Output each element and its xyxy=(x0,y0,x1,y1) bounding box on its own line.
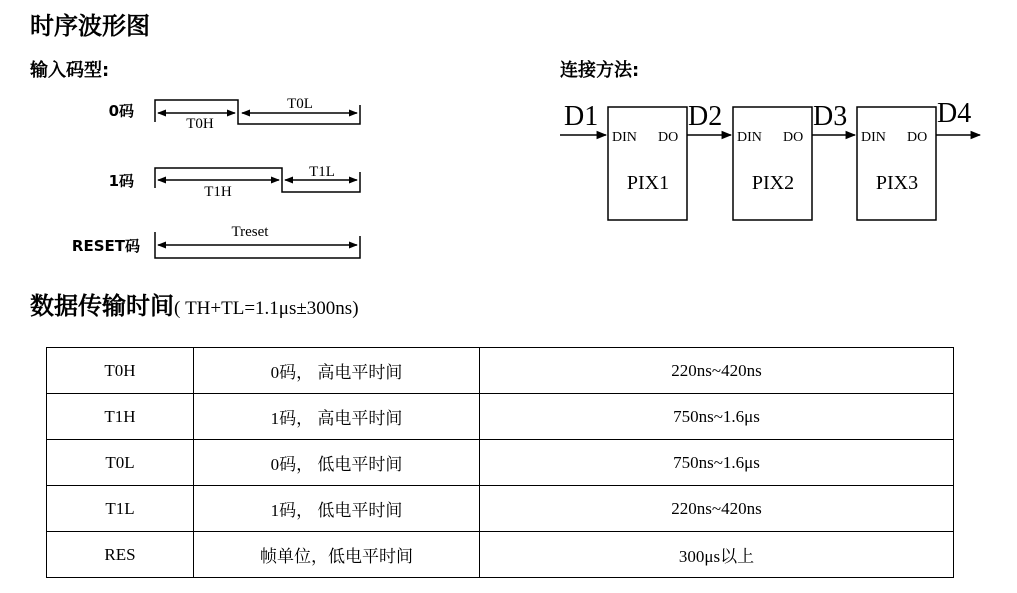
param-cell: T0L xyxy=(47,440,194,486)
treset-label: Treset xyxy=(231,224,269,240)
code-reset-label: RESET码 xyxy=(71,237,140,255)
t1l-label: T1L xyxy=(309,164,335,180)
value-cell: 300μs以上 xyxy=(480,532,954,578)
table-row xyxy=(47,532,954,578)
node-d3-label: D3 xyxy=(813,101,848,132)
timing-table xyxy=(46,347,954,578)
table-row xyxy=(47,394,954,440)
pix3-do-label: DO xyxy=(907,130,928,145)
pix1-name: PIX1 xyxy=(626,172,670,194)
value-cell: 750ns~1.6μs xyxy=(480,394,954,440)
code-0-label: 0码 xyxy=(108,102,134,120)
timing-note: ( TH+TL=1.1μs±300ns) xyxy=(174,298,359,319)
pix2-name: PIX2 xyxy=(751,172,795,194)
param-cell: T0H xyxy=(47,348,194,394)
t0h-label: T0H xyxy=(186,116,214,132)
timing-heading: 数据传输时间 xyxy=(30,292,174,320)
node-d1-label: D1 xyxy=(564,101,599,132)
pix2-do-label: DO xyxy=(783,130,804,145)
input-code-heading: 输入码型: xyxy=(30,60,110,81)
pix1-do-label: DO xyxy=(658,130,679,145)
t0l-label: T0L xyxy=(287,96,313,112)
pix3-din-label: DIN xyxy=(861,130,886,145)
pix3-name: PIX3 xyxy=(875,172,919,194)
waveform-diagram xyxy=(0,0,520,270)
table-row xyxy=(47,486,954,532)
connection-heading: 连接方法: xyxy=(560,60,640,81)
param-cell: T1H xyxy=(47,394,194,440)
pix2-din-label: DIN xyxy=(737,130,762,145)
desc-cell: 1码， 低电平时间 xyxy=(194,486,480,532)
value-cell: 750ns~1.6μs xyxy=(480,440,954,486)
code-1-label: 1码 xyxy=(108,172,134,190)
table-row xyxy=(47,440,954,486)
param-cell: T1L xyxy=(47,486,194,532)
desc-cell: 0码， 低电平时间 xyxy=(194,440,480,486)
desc-cell: 1码， 高电平时间 xyxy=(194,394,480,440)
table-row xyxy=(47,348,954,394)
param-cell: RES xyxy=(47,532,194,578)
value-cell: 220ns~420ns xyxy=(480,348,954,394)
desc-cell: 0码， 高电平时间 xyxy=(194,348,480,394)
value-cell: 220ns~420ns xyxy=(480,486,954,532)
node-d4-label: D4 xyxy=(937,98,972,129)
t1h-label: T1H xyxy=(204,184,232,200)
pix1-din-label: DIN xyxy=(612,130,637,145)
connection-diagram xyxy=(540,85,1000,230)
timing-heading-row xyxy=(30,286,359,321)
desc-cell: 帧单位，低电平时间 xyxy=(194,532,480,578)
node-d2-label: D2 xyxy=(688,101,723,132)
page-title: 时序波形图 xyxy=(30,12,150,40)
